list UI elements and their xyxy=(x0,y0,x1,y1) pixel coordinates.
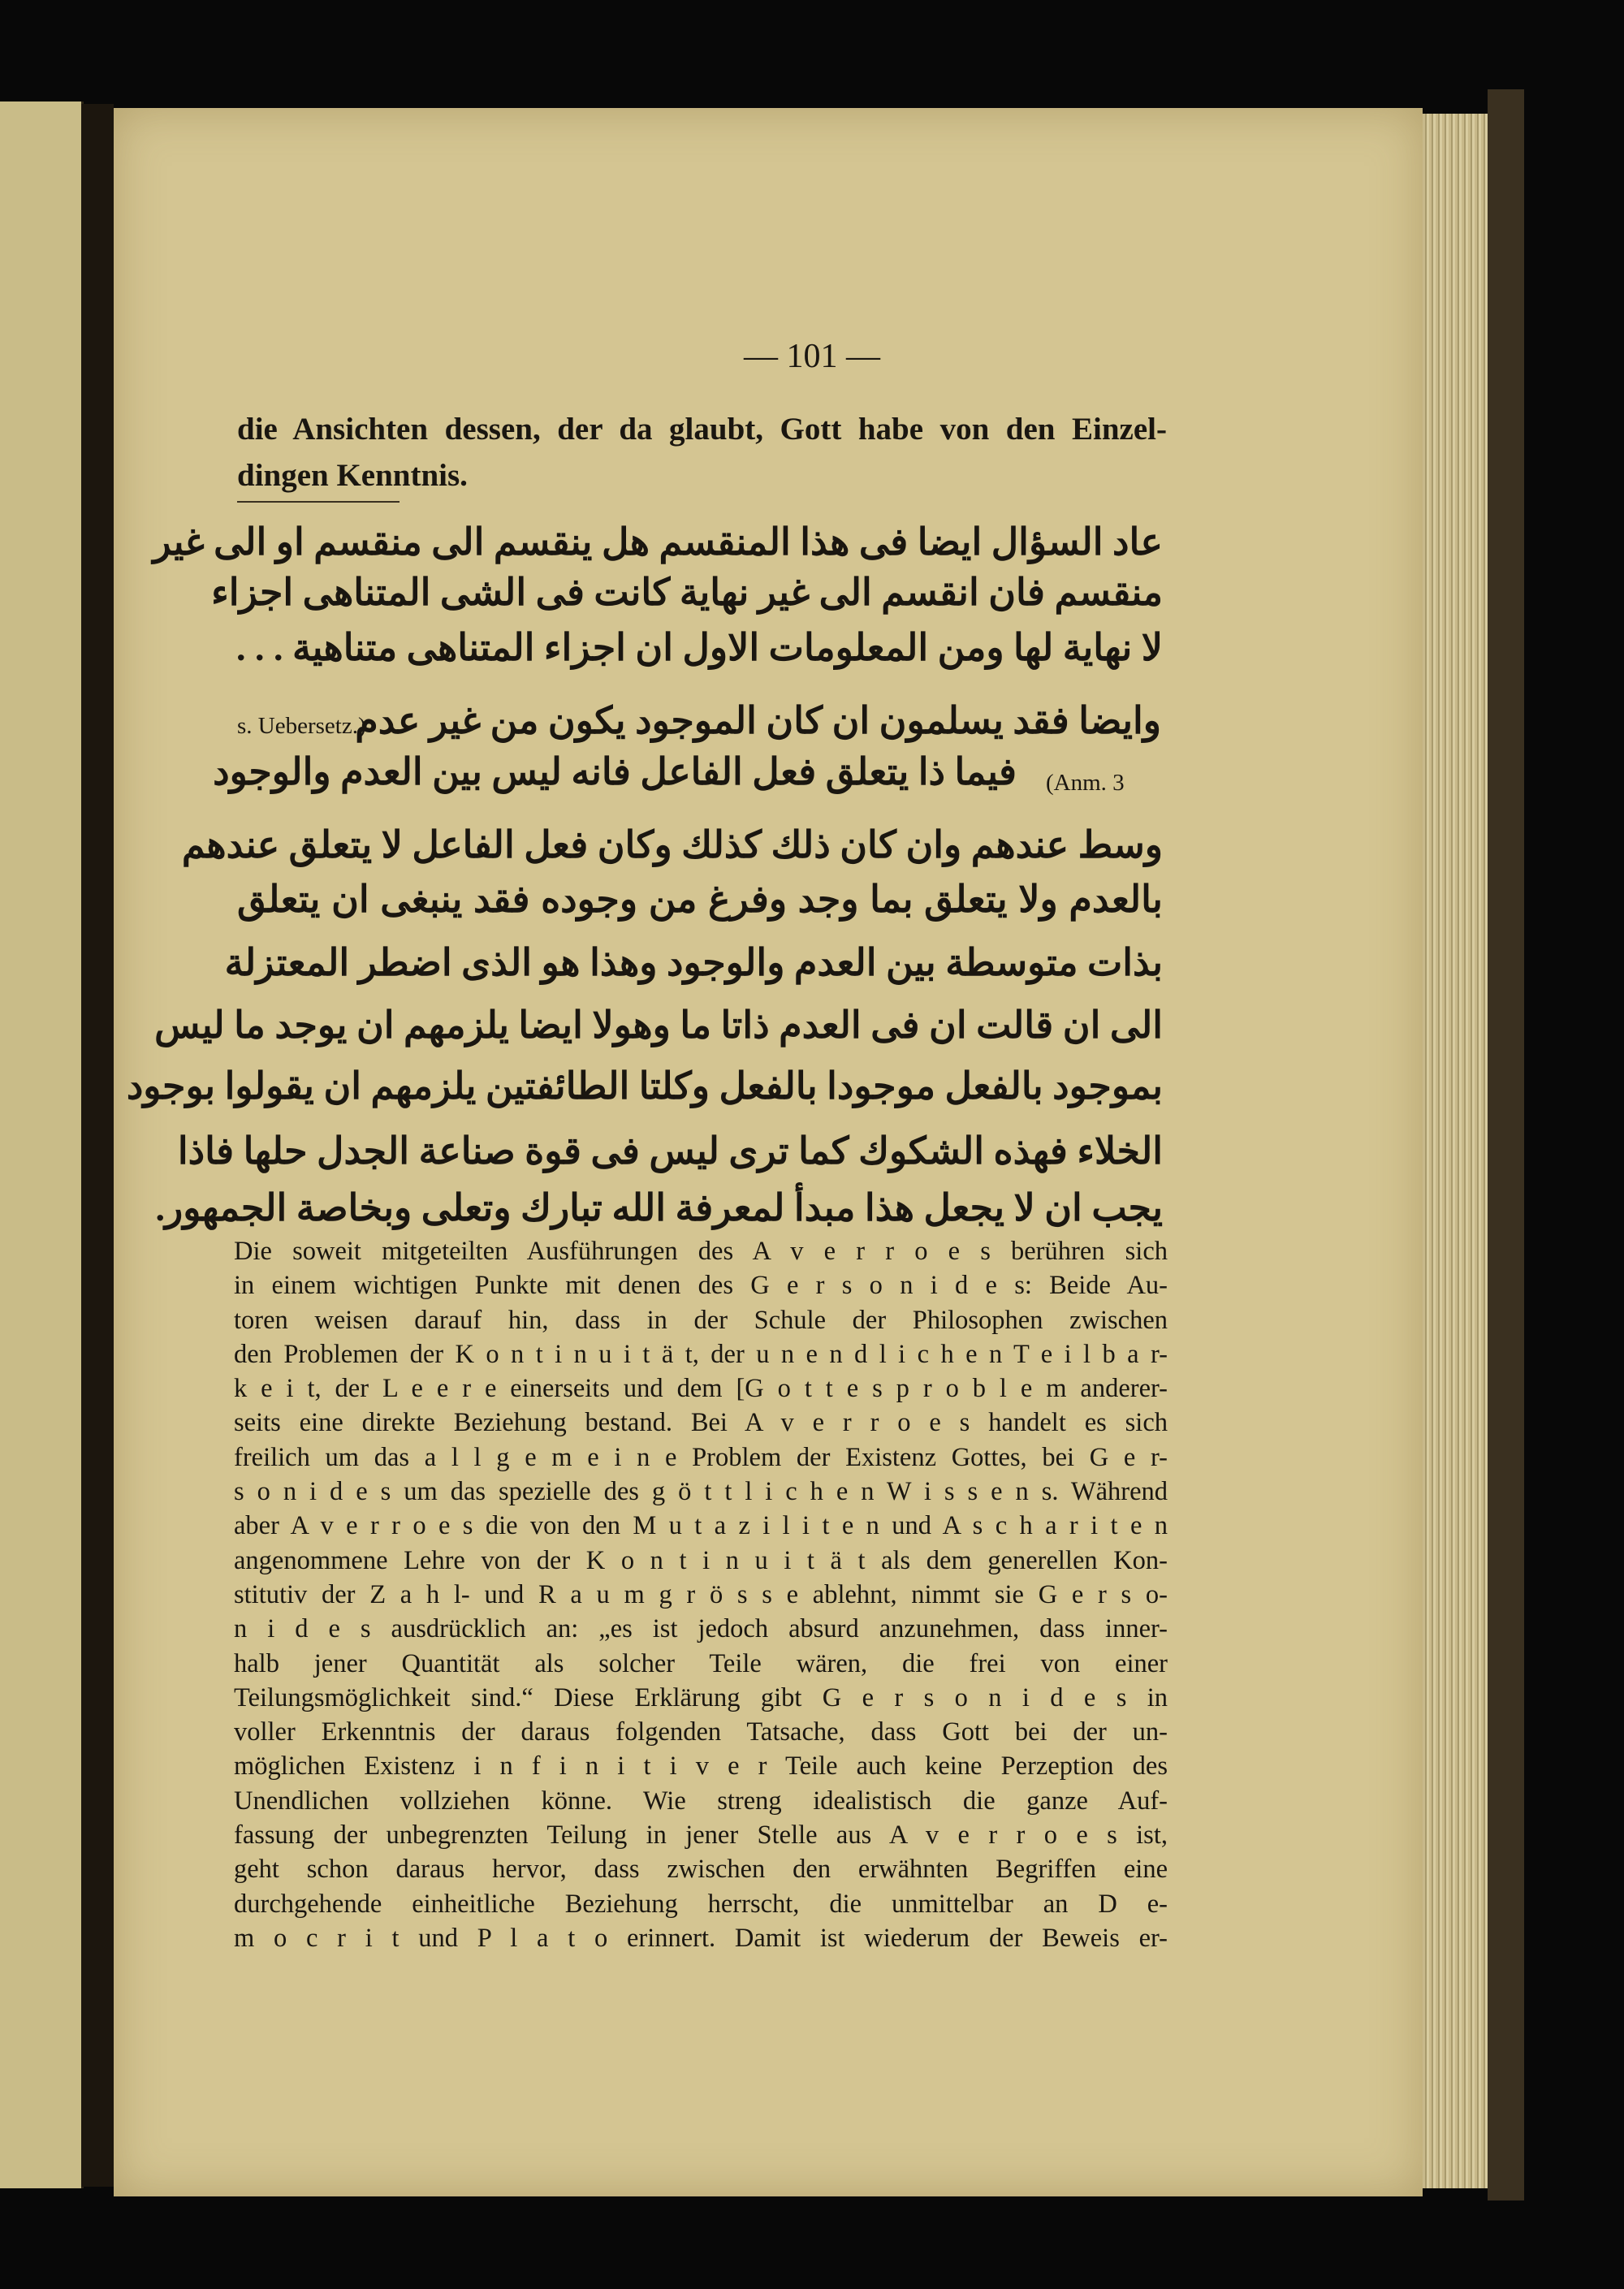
body-line: s o n i d e s um das spezielle des g ö t t l i c h e n W i s s e n s. Während xyxy=(234,1477,1168,1507)
arabic-line: وسط عندهم وان كان ذلك كذلك وكان فعل الفاعل لا يتعلق عندهم xyxy=(181,824,1163,866)
separator-rule xyxy=(237,501,400,503)
intro-line: die Ansichten dessen, der da glaubt, Gott habe von den Einzel- xyxy=(237,412,1167,447)
page-number: — 101 — xyxy=(744,338,880,375)
arabic-line: فيما ذا يتعلق فعل الفاعل فانه ليس بين العدم والوجود xyxy=(213,751,1017,793)
body-line: geht schon daraus hervor, dass zwischen den erwähnten Begriffen eine xyxy=(234,1855,1168,1885)
body-line: halb jener Quantität als solcher Teile wären, die frei von einer xyxy=(234,1648,1168,1678)
body-line: den Problemen der K o n t i n u i t ä t, der u n e n d l i c h e n T e i l b a r- xyxy=(234,1339,1168,1369)
body-line: durchgehende einheitliche Beziehung herrscht, die unmittelbar an D e- xyxy=(234,1889,1168,1919)
arabic-line: بالعدم ولا يتعلق بما وجد وفرغ من وجوده فقد ينبغى ان يتعلق xyxy=(237,879,1163,920)
margin-note-anm: (Anm. 3 xyxy=(1046,770,1125,796)
body-line: aber A v e r r o e s die von den M u t a z i l i t e n und A s c h a r i t e n xyxy=(234,1511,1168,1541)
body-line: n i d e s ausdrücklich an: „es ist jedoch absurd anzunehmen, dass inner- xyxy=(234,1614,1168,1644)
body-line: möglichen Existenz i n f i n i t i v e r Teile auch keine Perzeption des xyxy=(234,1751,1168,1782)
gutter-shadow xyxy=(81,104,114,2187)
arabic-line: لا نهاية لها ومن المعلومات الاول ان اجزاء المتناهى متناهية . . . xyxy=(235,627,1163,668)
arabic-line: الخلاء فهذه الشكوك كما ترى ليس فى قوة صناعة الجدل حلها فاذا xyxy=(177,1130,1163,1172)
body-line: freilich um das a l l g e m e i n e Problem der Existenz Gottes, bei G e r- xyxy=(234,1442,1168,1472)
margin-note-uebersetz: s. Uebersetz.) xyxy=(237,713,366,739)
arabic-line: الى ان قالت ان فى العدم ذاتا ما وهولا ايضا يلزمهم ان يوجد ما ليس xyxy=(154,1004,1163,1046)
page-stack-edges xyxy=(1423,114,1488,2188)
arabic-line: يجب ان لا يجعل هذا مبدأ لمعرفة الله تبارك وتعلى وبخاصة الجمهور. xyxy=(155,1187,1163,1229)
arabic-line: عاد السؤال ايضا فى هذا المنقسم هل ينقسم الى منقسم او الى غير xyxy=(153,521,1163,563)
arabic-line: بذات متوسطة بين العدم والوجود وهذا هو الذى اضطر المعتزلة xyxy=(224,942,1163,983)
book-spine xyxy=(1488,89,1524,2200)
body-line: in einem wichtigen Punkte mit denen des G e r s o n i d e s: Beide Au- xyxy=(234,1271,1168,1301)
intro-line: dingen Kenntnis. xyxy=(237,458,468,493)
body-line: voller Erkenntnis der daraus folgenden Tatsache, dass Gott bei der un- xyxy=(234,1717,1168,1747)
body-line: fassung der unbegrenzten Teilung in jener Stelle aus A v e r r o e s ist, xyxy=(234,1820,1168,1851)
intro-text xyxy=(237,406,1167,499)
left-page-edge xyxy=(0,101,84,2188)
arabic-line: منقسم فان انقسم الى غير نهاية كانت فى الشى المتناهى اجزاء xyxy=(211,572,1163,613)
arabic-line: وايضا فقد يسلمون ان كان الموجود يكون من غير عدم xyxy=(355,700,1161,741)
body-line: stitutiv der Z a h l- und R a u m g r ö s s e ablehnt, nimmt sie G e r s o- xyxy=(234,1579,1168,1609)
body-line: Die soweit mitgeteilten Ausführungen des A v e r r o e s berühren sich xyxy=(234,1237,1168,1266)
body-line: m o c r i t und P l a t o erinnert. Damit ist wiederum der Beweis er- xyxy=(234,1923,1168,1953)
body-paragraph xyxy=(234,1234,1168,1955)
arabic-line: بموجود بالفعل موجودا بالفعل وكلتا الطائفتين يلزمهم ان يقولوا بوجود xyxy=(126,1065,1163,1107)
body-line: seits eine direkte Beziehung bestand. Bei A v e r r o e s handelt es sich xyxy=(234,1408,1168,1438)
body-line: Unendlichen vollziehen könne. Wie streng idealistisch die ganze Auf- xyxy=(234,1786,1168,1816)
body-line: Teilungsmöglichkeit sind.“ Diese Erklärung gibt G e r s o n i d e s in xyxy=(234,1682,1168,1712)
body-line: angenommene Lehre von der K o n t i n u i t ä t als dem generellen Kon- xyxy=(234,1545,1168,1575)
body-line: toren weisen darauf hin, dass in der Schule der Philosophen zwischen xyxy=(234,1305,1168,1335)
body-line: k e i t, der L e e r e einerseits und dem [G o t t e s p r o b l e m anderer- xyxy=(234,1374,1168,1404)
